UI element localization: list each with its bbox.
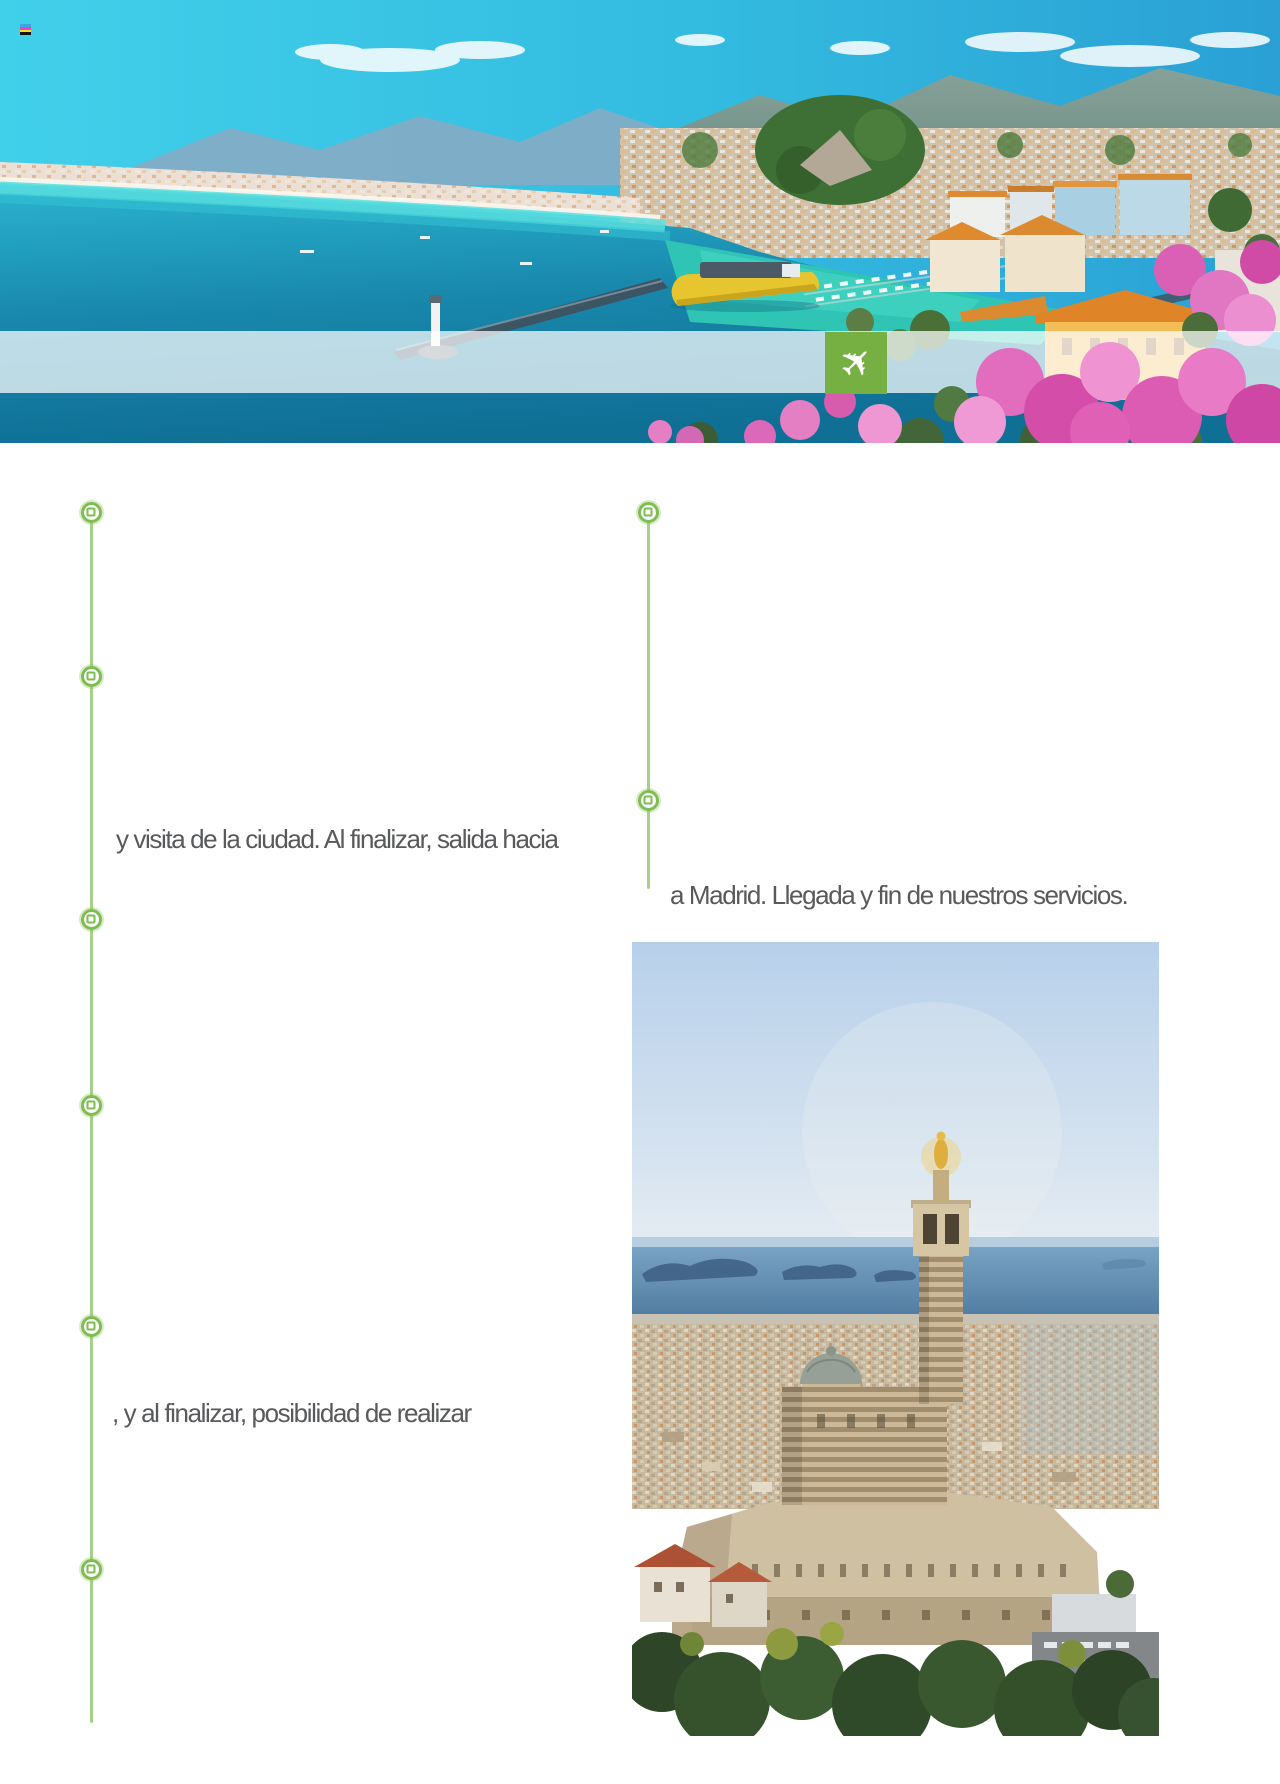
itinerary-text-fragment-3: , y al finalizar, posibilidad de realizar [112, 1398, 471, 1428]
timeline-marker-left-3 [81, 909, 102, 930]
hero-photo-nice [0, 0, 1280, 443]
print-mark-stripe [20, 32, 31, 35]
timeline-marker-left-5 [81, 1316, 102, 1337]
marseille-basilica-illustration [632, 942, 1159, 1736]
timeline-marker-left-4 [81, 1095, 102, 1116]
marseille-photo [632, 942, 1159, 1736]
itinerary-text-fragment-1: y visita de la ciudad. Al finalizar, salida hacia [116, 824, 558, 854]
timeline-marker-right-2 [638, 790, 659, 811]
plane-badge [825, 332, 887, 394]
timeline-marker-right-1 [638, 502, 659, 523]
timeline-line-right [647, 503, 650, 889]
itinerary-text-fragment-2: a Madrid. Llegada y fin de nuestros servicios. [670, 880, 1128, 910]
timeline-marker-left-1 [81, 502, 102, 523]
print-registration-mark [20, 24, 31, 35]
nice-panorama-illustration [0, 0, 1280, 443]
timeline-marker-left-2 [81, 666, 102, 687]
timeline-marker-left-6 [81, 1559, 102, 1580]
plane-icon: ✈ [830, 335, 885, 391]
